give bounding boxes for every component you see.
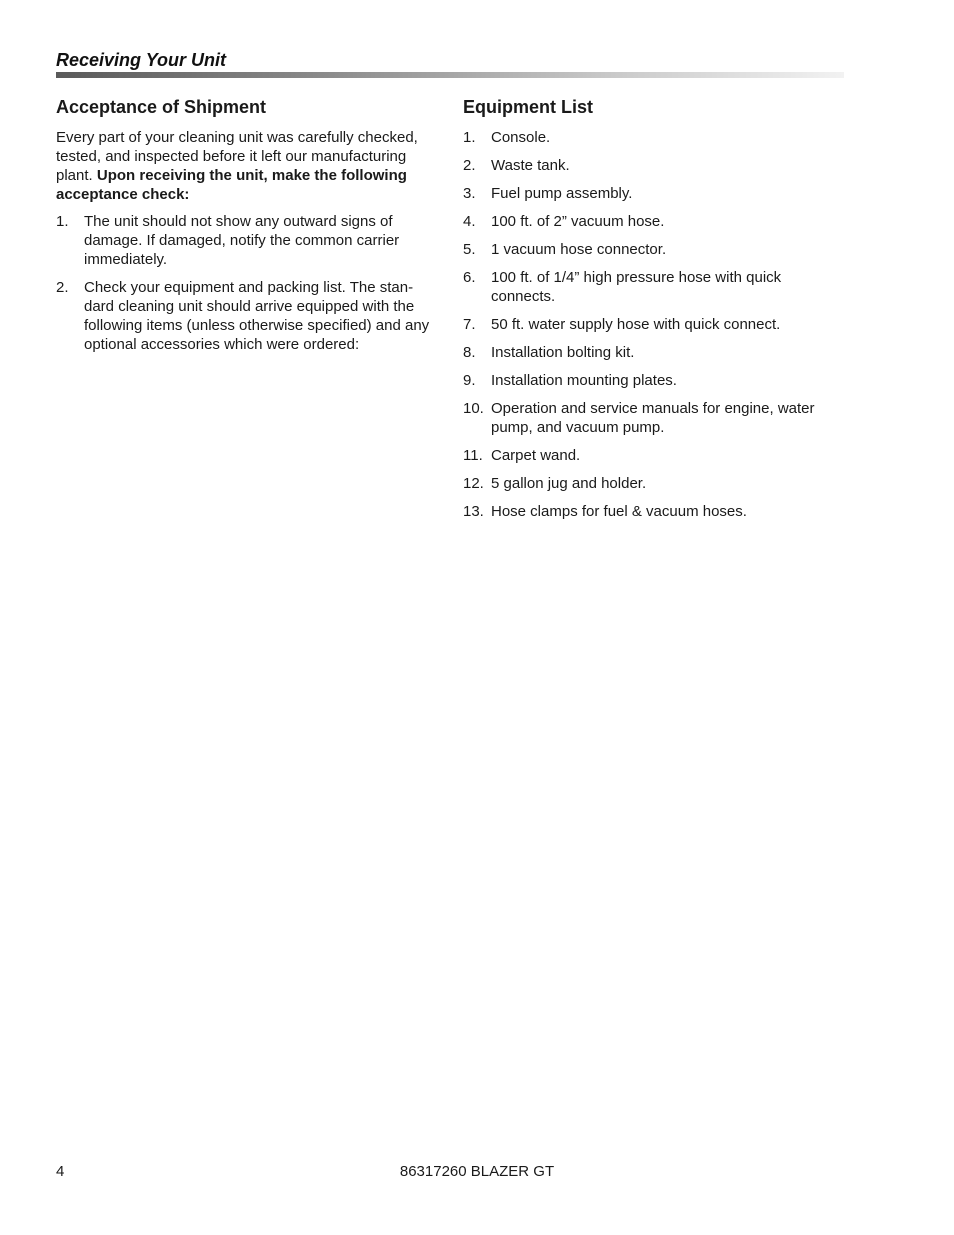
list-text: Waste tank. <box>491 157 570 174</box>
title-divider <box>56 72 844 78</box>
list-item <box>56 212 434 269</box>
list-number: 2. <box>463 157 476 174</box>
list-text: Console. <box>491 129 551 146</box>
acceptance-steps <box>56 212 434 354</box>
list-number: 1. <box>463 129 476 146</box>
list-text: Hose clamps for fuel & vacuum hoses. <box>491 503 747 520</box>
list-text: 50 ft. water supply hose with quick connect. <box>491 316 781 333</box>
list-text: 100 ft. of 2” vacuum hose. <box>491 213 665 230</box>
equipment-column <box>463 96 843 530</box>
list-item <box>463 399 843 437</box>
section-title: Receiving Your Unit <box>56 50 227 70</box>
equipment-heading: Equipment List <box>463 97 593 117</box>
list-item <box>463 156 843 175</box>
list-item <box>463 474 843 493</box>
list-item <box>463 343 843 362</box>
document-id: 86317260 BLAZER GT <box>399 1163 555 1180</box>
list-item <box>463 502 843 521</box>
list-number: 6. <box>463 269 476 286</box>
list-number: 2. <box>56 279 69 296</box>
acceptance-intro-text: Every part of your cleaning unit was carefully checked, tested, and inspected before it left our manufacturing plant. <box>56 129 418 184</box>
list-item <box>463 371 843 390</box>
list-number: 11. <box>463 447 483 464</box>
acceptance-intro <box>56 128 434 204</box>
list-text: Installation mounting plates. <box>491 372 677 389</box>
list-item <box>463 446 843 465</box>
list-item <box>56 278 434 354</box>
list-text: 5 gallon jug and holder. <box>491 475 647 492</box>
list-item <box>463 212 843 231</box>
list-text: Installation bolting kit. <box>491 344 635 361</box>
acceptance-heading: Acceptance of Shipment <box>56 97 267 117</box>
list-number: 9. <box>463 372 476 389</box>
list-number: 12. <box>463 475 484 492</box>
list-item <box>463 240 843 259</box>
list-item <box>463 184 843 203</box>
list-item <box>463 268 843 306</box>
list-item <box>463 128 843 147</box>
acceptance-column <box>56 96 434 363</box>
list-text: 1 vacuum hose connector. <box>491 241 667 258</box>
list-number: 7. <box>463 316 476 333</box>
list-number: 8. <box>463 344 476 361</box>
acceptance-intro-bold: Upon receiving the unit, make the following acceptance check: <box>56 167 407 203</box>
page-number: 4 <box>56 1163 65 1180</box>
list-text: Operation and service manuals for engine, water pump, and vacuum pump. <box>491 400 815 436</box>
list-number: 3. <box>463 185 476 202</box>
list-text: Fuel pump assembly. <box>491 185 633 202</box>
list-text: 100 ft. of 1/4” high pressure hose with quick connects. <box>491 269 782 305</box>
equipment-list <box>463 128 843 521</box>
list-text: The unit should not show any outward signs of damage. If damaged, notify the common carrier immediately. <box>84 213 400 268</box>
list-number: 4. <box>463 213 476 230</box>
list-item <box>463 315 843 334</box>
list-text: Carpet wand. <box>491 447 581 464</box>
list-text: Check your equipment and packing list. The stan-dard cleaning unit should arrive equipped with the following items (unless otherwise specified) and any optional accessories which were ordered: <box>84 279 430 353</box>
list-number: 13. <box>463 503 484 520</box>
list-number: 1. <box>56 213 69 230</box>
list-number: 10. <box>463 400 484 417</box>
list-number: 5. <box>463 241 476 258</box>
